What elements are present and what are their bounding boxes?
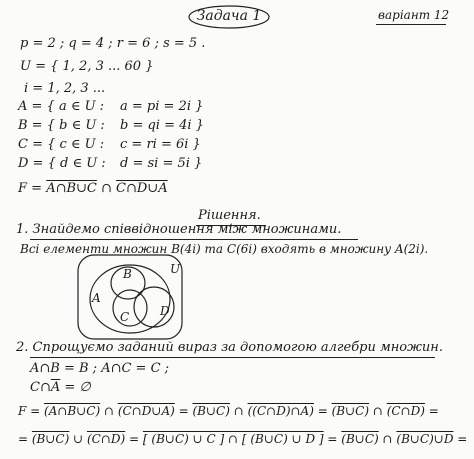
task-title-text: Задача 1	[196, 8, 262, 24]
step1-text: Всі елементи множин B(4i) та C(6i) входять в множину A(2i).	[20, 242, 429, 256]
step2-relations-1: A∩B = B ; A∩C = C ;	[30, 361, 170, 376]
venn-label-c: C	[120, 310, 130, 324]
set-d-rule: d = si = 5i }	[120, 156, 203, 171]
formula-part1: A∩B∪C	[46, 181, 97, 196]
venn-label-a: A	[92, 291, 101, 305]
main-formula	[18, 181, 168, 196]
formula-part2: C∩D∪A	[116, 181, 168, 196]
task-title	[187, 4, 271, 30]
step2-heading: 2. Спрощуємо заданий вираз за допомогою алгебри множин.	[16, 340, 443, 355]
step1-underline	[30, 239, 358, 240]
set-a-rule: a = pi = 2i }	[120, 99, 204, 114]
step2-underline	[30, 357, 435, 358]
venn-diagram	[76, 253, 186, 343]
formula-lhs: F =	[18, 181, 47, 196]
universe-line: U = { 1, 2, 3 ... 60 }	[20, 59, 154, 74]
step2-relations-2: $C\cap\overline{A}$ = ∅	[30, 380, 91, 395]
index-line: i = 1, 2, 3 ...	[24, 81, 106, 96]
venn-circle-c	[113, 290, 147, 326]
venn-label-b: B	[123, 267, 132, 281]
venn-label-d: D	[160, 304, 170, 318]
variant-label: варіант 12	[378, 8, 450, 22]
set-b-rule: b = qi = 4i }	[120, 118, 204, 133]
set-c-rule: c = ri = 6i }	[120, 137, 201, 152]
set-a-name: A = { a ∈ U :	[18, 99, 105, 114]
set-d-name: D = { d ∈ U :	[18, 156, 106, 171]
equation-line-2: = (B∪C) ∪ (C∩D) = [ (B∪C) ∪ C ] ∩ [ (B∪C) ∪ D ] = (B∪C) ∩ (B∪C)∪D =	[18, 432, 468, 446]
step1-heading: 1. Знайдемо співвідношення між множинами.	[16, 222, 342, 237]
solution-heading: Рішення.	[198, 208, 261, 223]
formula-mid: ∩	[96, 181, 117, 196]
equation-line-1: F = (A∩B∪C) ∩ (C∩D∪A) = (B∪C) ∩ ((C∩D)∩A) = (B∪C) ∩ (C∩D) =	[18, 404, 439, 418]
set-b-name: B = { b ∈ U :	[18, 118, 105, 133]
venn-label-u: U	[170, 262, 181, 276]
params-line: p = 2 ; q = 4 ; r = 6 ; s = 5 .	[20, 36, 206, 51]
variant-underline	[376, 24, 446, 25]
set-c-name: C = { c ∈ U :	[18, 137, 105, 152]
